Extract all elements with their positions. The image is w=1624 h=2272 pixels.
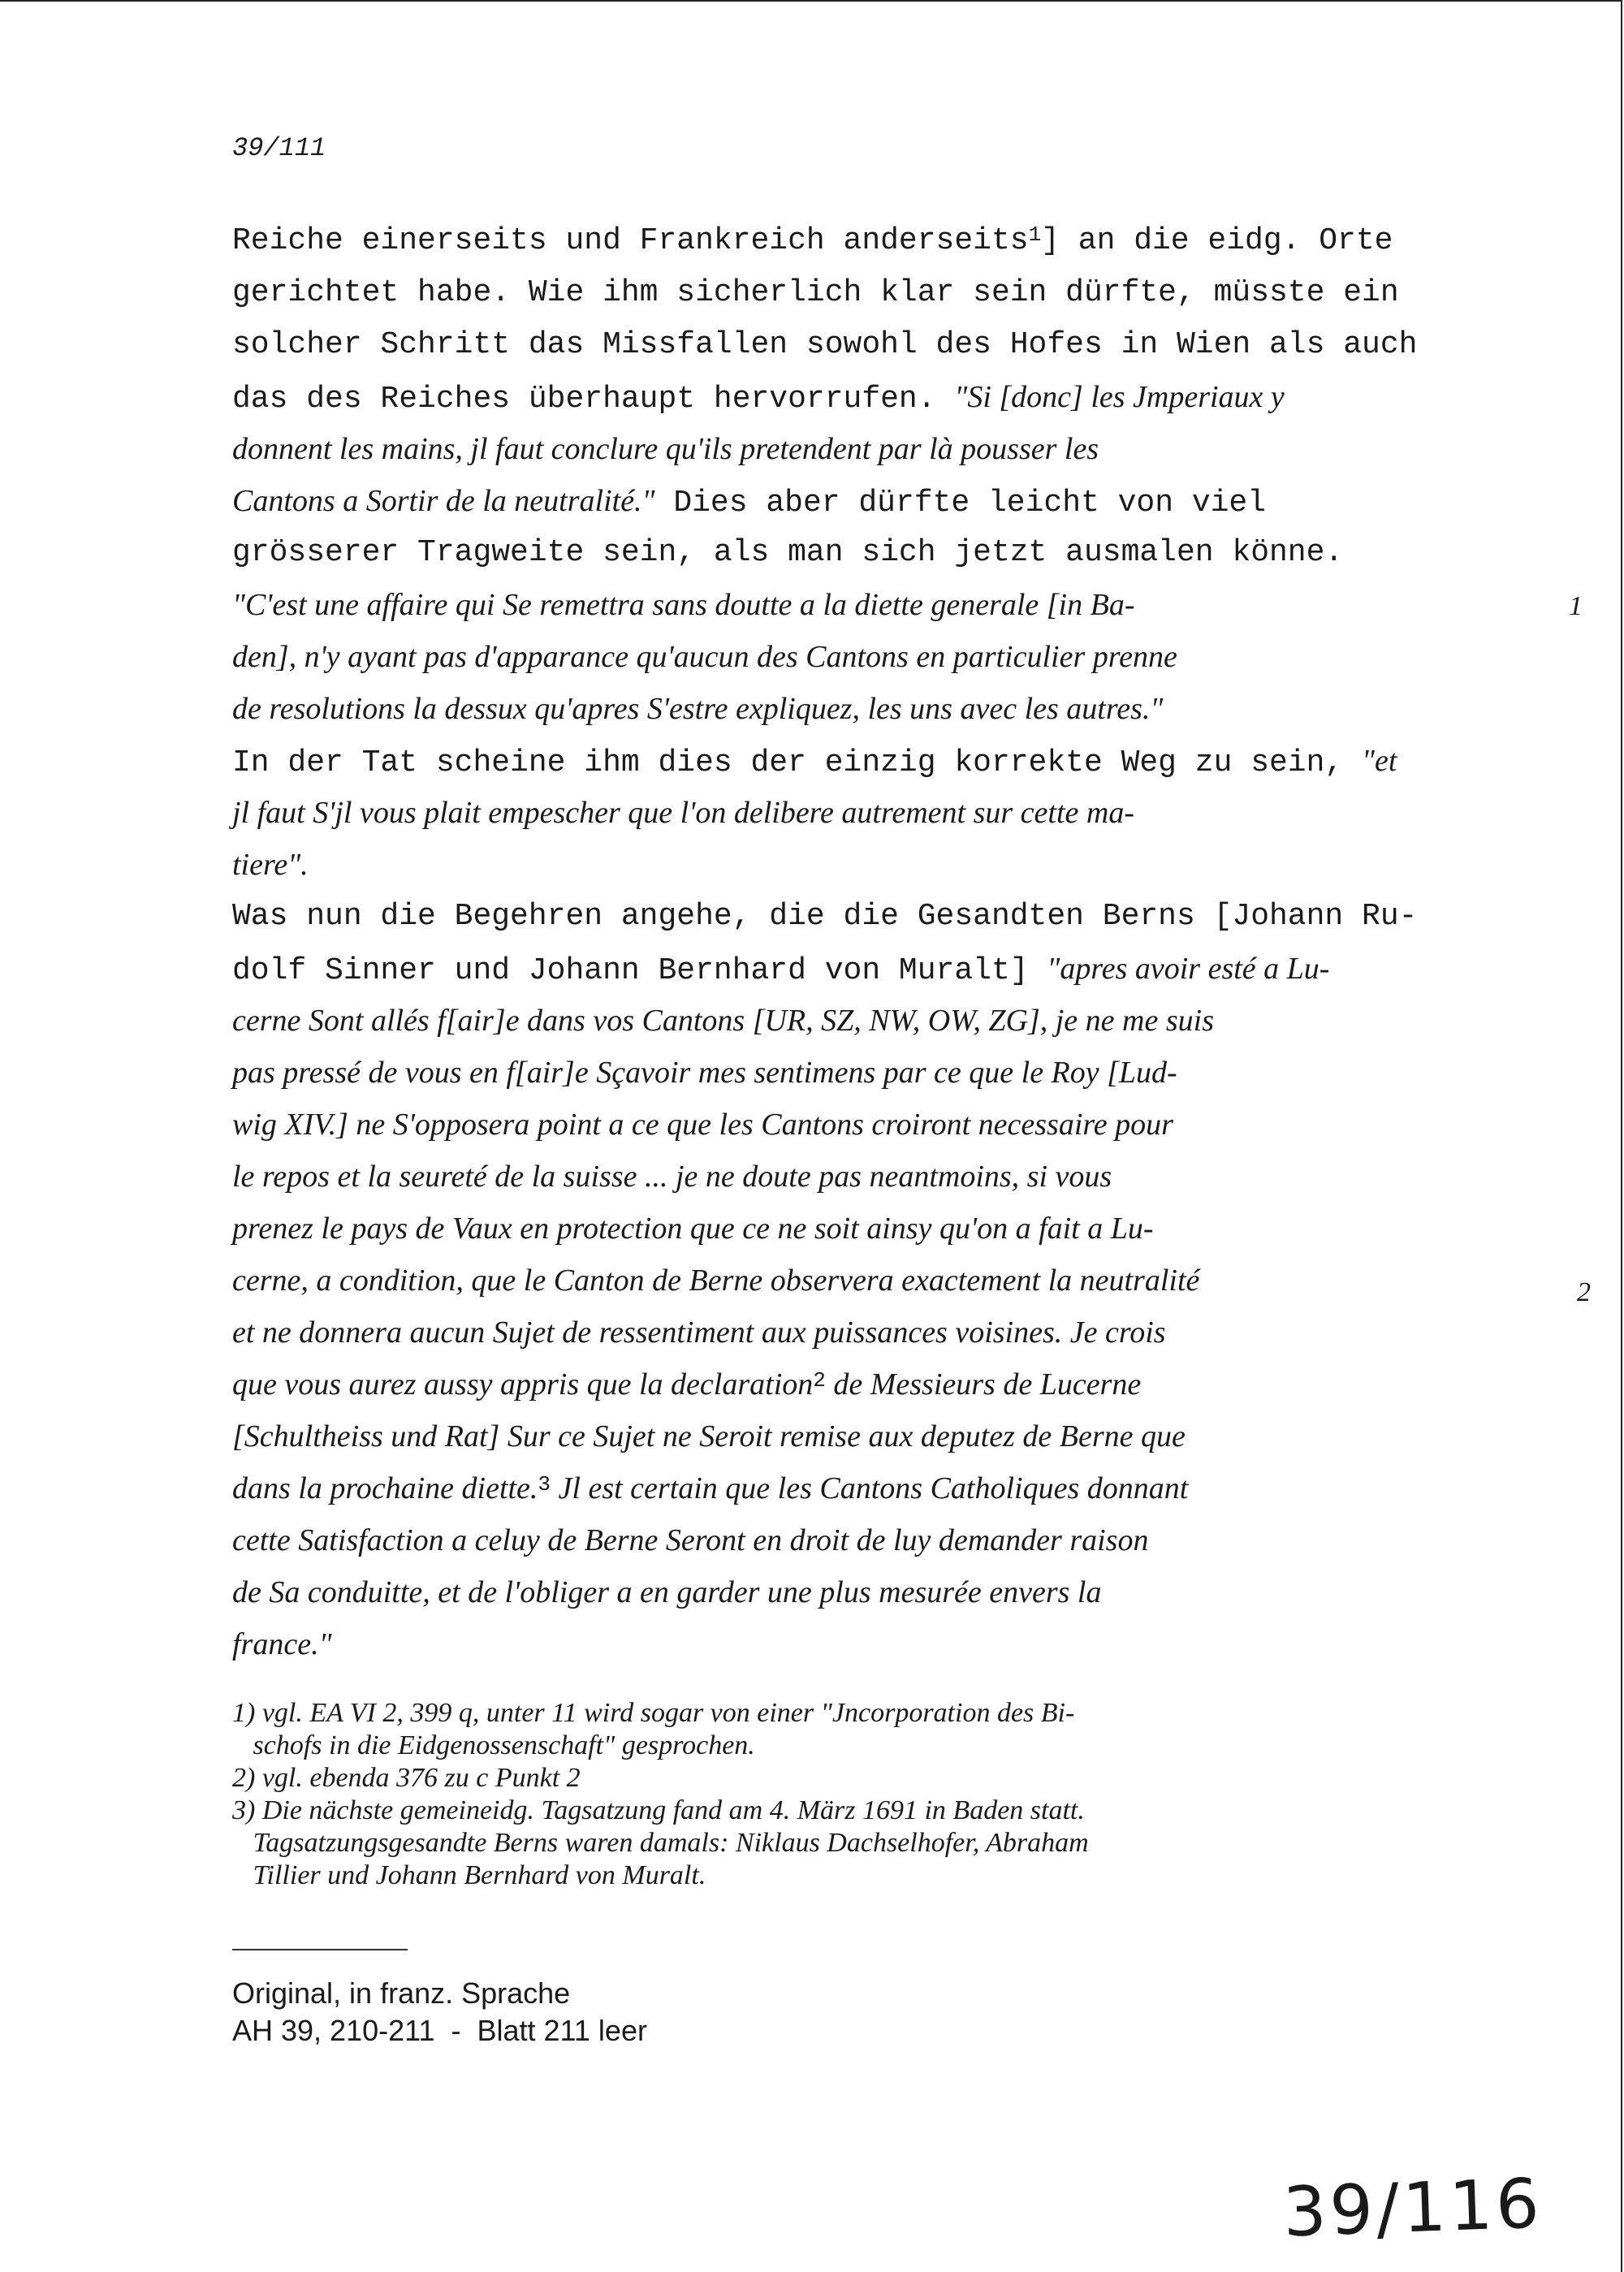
- quoted-french-text: den], n'y ayant pas d'apparance qu'aucun des Cantons en particulier prenne: [232, 640, 1177, 674]
- quoted-french-text: cerne Sont allés f[air]e dans vos Cantons [UR, SZ, NW, OW, ZG], je ne me suis: [232, 1004, 1214, 1038]
- quoted-french-text: Jl est certain que les Cantons Catholiques donnant: [551, 1471, 1189, 1505]
- footnote-line: 1) vgl. EA VI 2, 399 q, unter 11 wird sogar von einer "Jncorporation des Bi-: [232, 1698, 1075, 1728]
- quoted-french-text: wig XIV.] ne S'opposera point a ce que les Cantons croiront necessaire pour: [232, 1108, 1173, 1142]
- body-line: [232, 891, 1515, 943]
- body-line: [232, 1151, 1515, 1203]
- handwritten-page-stamp: 39/116: [1281, 2163, 1544, 2253]
- quoted-french-text: le repos et la seureté de la suisse ... je ne doute pas neantmoins, si vous: [232, 1160, 1112, 1194]
- body-line: [232, 735, 1515, 787]
- body-line: [232, 1307, 1515, 1358]
- quoted-french-text: "C'est une affaire qui Se remettra sans doutte a la diette generale [in Ba-: [232, 588, 1135, 622]
- quoted-french-text: [Schultheiss und Rat] Sur ce Sujet ne Seroit remise aux deputez de Berne que: [232, 1419, 1186, 1453]
- german-text: Reiche einerseits und Frankreich anderseits: [232, 223, 1029, 258]
- quoted-french-text: de Sa conduitte, et de l'obliger a en garder une plus mesurée envers la: [232, 1575, 1102, 1609]
- german-text: ] an die eidg. Orte: [1041, 223, 1393, 258]
- footnote-ref: 1: [1028, 222, 1042, 247]
- footnote-divider: [232, 1949, 408, 1950]
- body-line: [232, 1618, 1515, 1670]
- footnote-line: schofs in die Eidgenossenschaft" gesprochen.: [232, 1730, 755, 1760]
- body-line: [232, 267, 1515, 319]
- margin-mark-1: 1: [1569, 591, 1583, 621]
- quoted-french-text: "apres avoir esté a Lu-: [1047, 952, 1330, 986]
- body-line: [232, 1514, 1515, 1566]
- source-note: [232, 1975, 647, 2050]
- quoted-french-text: cette Satisfaction a celuy de Berne Seront en droit de luy demander raison: [232, 1523, 1149, 1557]
- body-line: [232, 527, 1515, 579]
- footnote-line: 3) Die nächste gemeineidg. Tagsatzung fand am 4. März 1691 in Baden statt.: [232, 1795, 1085, 1825]
- german-text: dolf Sinner und Johann Bernhard von Muralt]: [232, 953, 1047, 988]
- quoted-french-text: pas pressé de vous en f[air]e Sçavoir mes sentimens par ce que le Roy [Lud-: [232, 1056, 1177, 1090]
- quoted-french-text: donnent les mains, jl faut conclure qu'ils pretendent par là pousser les: [232, 432, 1099, 466]
- body-line: [232, 1462, 1515, 1514]
- quoted-french-text: france.": [232, 1627, 332, 1661]
- quoted-french-text: de Messieurs de Lucerne: [825, 1367, 1142, 1402]
- body-line: [232, 1047, 1515, 1099]
- body-line: [232, 1566, 1515, 1618]
- body-line: [232, 1255, 1515, 1307]
- quoted-french-text: dans la prochaine diette.: [232, 1471, 538, 1505]
- source-line-2: AH 39, 210-211 - Blatt 211 leer: [232, 2014, 647, 2047]
- quoted-french-text: prenez le pays de Vaux en protection que ce ne soit ainsy qu'on a fait a Lu-: [232, 1212, 1154, 1246]
- footnote-ref: 3: [538, 1472, 551, 1497]
- body-line: [232, 631, 1515, 683]
- quoted-french-text: tiere".: [232, 848, 309, 882]
- footnote-line: 2) vgl. ebenda 376 zu c Punkt 2: [232, 1763, 581, 1793]
- page-border-right: [1621, 0, 1622, 2272]
- body-line: [232, 1099, 1515, 1151]
- footnote-line: Tillier und Johann Bernhard von Muralt.: [232, 1860, 706, 1890]
- body-line: [232, 1358, 1515, 1410]
- body-line: [232, 943, 1515, 995]
- body-line: [232, 1410, 1515, 1462]
- quoted-french-text: de resolutions la dessux qu'apres S'estre expliquez, les uns avec les autres.": [232, 692, 1164, 726]
- source-line-1: Original, in franz. Sprache: [232, 1976, 571, 2010]
- quoted-french-text: et ne donnera aucun Sujet de ressentiment aux puissances voisines. Je crois: [232, 1315, 1166, 1350]
- margin-mark-2: 2: [1577, 1277, 1591, 1307]
- page-border-top: [0, 0, 1621, 2]
- body-line: [232, 423, 1515, 475]
- body-line: [232, 839, 1515, 891]
- body-line: [232, 787, 1515, 839]
- german-text: grösserer Tragweite sein, als man sich jetzt ausmalen könne.: [232, 535, 1344, 570]
- quoted-french-text: jl faut S'jl vous plait empescher que l'on delibere autrement sur cette ma-: [232, 796, 1134, 830]
- quoted-french-text: "Si [donc] les Jmperiaux y: [954, 380, 1285, 414]
- body-line: [232, 215, 1515, 267]
- footnote-ref: 2: [813, 1368, 826, 1393]
- german-text: das des Reiches überhaupt hervorrufen.: [232, 382, 955, 417]
- german-text: gerichtet habe. Wie ihm sicherlich klar sein dürfte, müsste ein: [232, 275, 1399, 310]
- page-number: 39/111: [232, 133, 326, 163]
- footnotes: [232, 1697, 1531, 1892]
- body-line: [232, 995, 1515, 1047]
- body-line: [232, 319, 1515, 371]
- german-text: solcher Schritt das Missfallen sowohl des Hofes in Wien als auch: [232, 327, 1418, 362]
- body-line: [232, 1203, 1515, 1255]
- quoted-french-text: que vous aurez aussy appris que la declaration: [232, 1367, 814, 1402]
- german-text: Was nun die Begehren angehe, die die Gesandten Berns [Johann Ru-: [232, 899, 1418, 934]
- body-line: [232, 683, 1515, 735]
- body-line: [232, 371, 1515, 423]
- footnote-line: Tagsatzungsgesandte Berns waren damals: Niklaus Dachselhofer, Abraham: [232, 1828, 1089, 1858]
- body-text: [232, 215, 1515, 1670]
- quoted-french-text: "et: [1362, 744, 1397, 778]
- quoted-french-text: cerne, a condition, que le Canton de Berne observera exactement la neutralité: [232, 1263, 1200, 1298]
- body-line: [232, 579, 1515, 631]
- german-text: Dies aber dürfte leicht von viel: [654, 486, 1267, 520]
- german-text: In der Tat scheine ihm dies der einzig korrekte Weg zu sein,: [232, 745, 1363, 780]
- quoted-french-text: Cantons a Sortir de la neutralité.": [232, 484, 655, 518]
- body-line: [232, 475, 1515, 527]
